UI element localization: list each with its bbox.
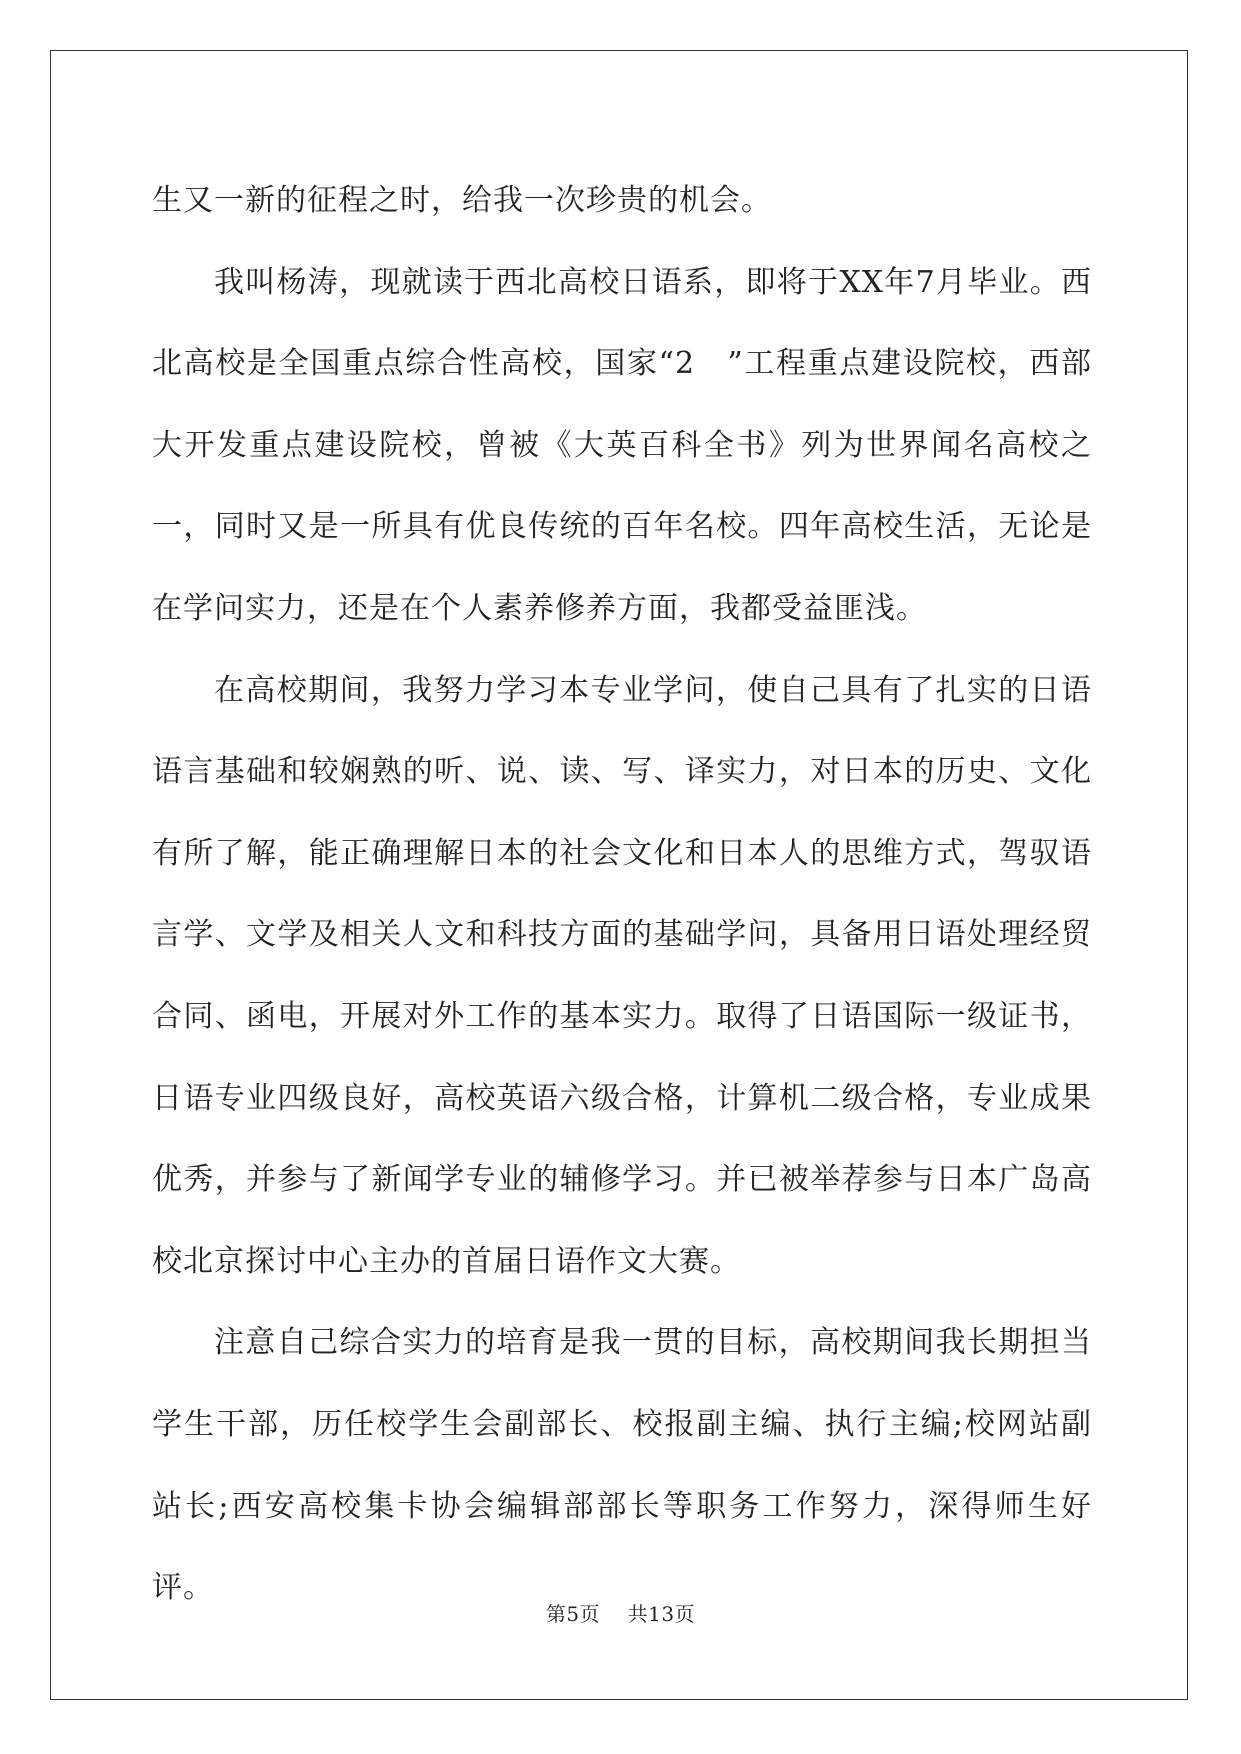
total-pages: 共13页: [627, 1602, 696, 1626]
document-body: [152, 160, 1092, 1629]
paragraph-2: 我叫杨涛，现就读于西北高校日语系，即将于XX年7月毕业。西北高校是全国重点综合性高校，国家“2 ”工程重点建设院校，西部大开发重点建设院校，曾被《大英百科全书》列为世界闻名高校之一，同时又是一所具有优良传统的百年名校。四年高校生活，无论是在学问实力，还是在个人素养修养方面，我都受益匪浅。: [152, 264, 1092, 626]
paragraph-3: 在高校期间，我努力学习本专业学问，使自己具有了扎实的日语语言基础和较娴熟的听、说、读、写、译实力，对日本的历史、文化有所了解，能正确理解日本的社会文化和日本人的思维方式，驾驭语言学、文学及相关人文和科技方面的基础学问，具备用日语处理经贸合同、函电，开展对外工作的基本实力。取得了日语国际一级证书，日语专业四级良好，高校英语六级合格，计算机二级合格，专业成果优秀，并参与了新闻学专业的辅修学习。并已被举荐参与日本广岛高校北京探讨中心主办的首届日语作文大赛。: [152, 672, 1092, 1279]
paragraph-1: 生又一新的征程之时，给我一次珍贵的机会。: [152, 183, 772, 218]
current-page-number: 第5页: [545, 1602, 601, 1626]
page-footer: [0, 1598, 1241, 1627]
paragraph-4: 注意自己综合实力的培育是我一贯的目标，高校期间我长期担当学生干部，历任校学生会副部长、校报副主编、执行主编;校网站副站长;西安高校集卡协会编辑部部长等职务工作努力，深得师生好评。: [152, 1325, 1092, 1606]
